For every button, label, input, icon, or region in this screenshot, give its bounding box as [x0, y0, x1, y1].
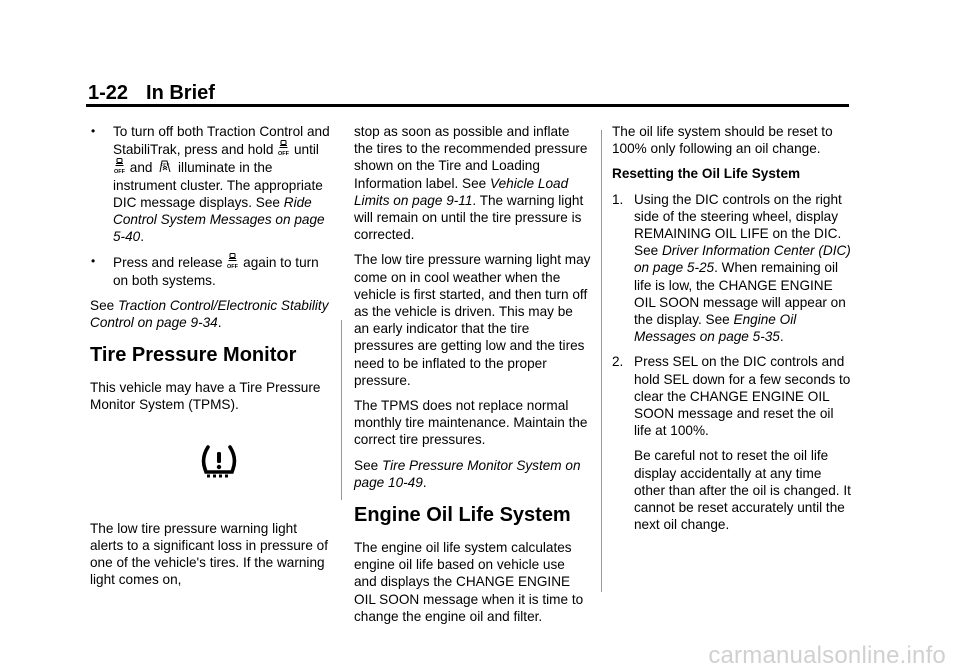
- maintenance-para: The TPMS does not replace normal monthly tire maintenance. Maintain the correct tire pressures.: [354, 398, 588, 448]
- svg-text:OFF: OFF: [278, 151, 290, 158]
- svg-text:OFF: OFF: [227, 264, 239, 271]
- tpm-warning-cont: stop as soon as possible and inflate the tires to the recommended pressure shown on the Tire and Loading Information label. See Vehicle Load Limits on page 9-11. The warning light will remain on until the tire pressure is corrected.: [354, 124, 588, 243]
- subheading-resetting-oil-life: Resetting the Oil Life System: [612, 166, 801, 182]
- svg-text:OFF: OFF: [114, 169, 125, 176]
- bullet-traction-off: • To turn off both Traction Control and StabiliTrak, press and hold OFF until OFF and OFF illuminate in the instrument cluster. The appropriate DIC message displays. See Ride Control System Messages on page 5-40.: [91, 124, 330, 245]
- see-traction-control: See Traction Control/Electronic Stability Control on page 9-34.: [90, 297, 329, 331]
- step-2: 2. Press SEL on the DIC controls and hold SEL down for a few seconds to clear the CHANGE ENGINE OIL SOON message and reset the oil life at 100%.: [612, 354, 851, 439]
- ref-traction-control[interactable]: Traction Control/Electronic Stability Control on page 9-34: [90, 297, 329, 331]
- see-tpms: See Tire Pressure Monitor System on page 10-49.: [354, 457, 581, 490]
- reset-intro-para: The oil life system should be reset to 100% only following an oil change.: [612, 124, 833, 157]
- oil-life-para: The engine oil life system calculates engine oil life based on vehicle use and displays the CHANGE ENGINE OIL SOON message when it is time to change the engine oil and filter.: [354, 540, 584, 624]
- heading-tire-pressure-monitor: Tire Pressure Monitor: [90, 344, 297, 367]
- column-2: [354, 123, 591, 633]
- column-1: [90, 123, 333, 596]
- step-2-caution: Be careful not to reset the oil life display accidentally at any time other than after the oil is changed. It cannot be reset accurately until the next oil change.: [634, 448, 851, 533]
- column-separator-2: [601, 130, 602, 592]
- column-separator-1: [341, 320, 342, 500]
- tire-pressure-warning-icon: [200, 444, 238, 480]
- column-3: [612, 123, 852, 541]
- ref-tpms[interactable]: Tire Pressure Monitor System on page 10-49: [354, 457, 581, 490]
- step-1: 1. Using the DIC controls on the right side of the steering wheel, display REMAINING OIL LIFE on the DIC. See Driver Information Center (DIC) on page 5-25. When remaining oil life is low, the CHANGE ENGINE OIL SOON message will appear on the display. See Engine Oil Messages on page 5-35.: [612, 191, 851, 345]
- header-rule: [86, 104, 849, 107]
- stabilitrak-icon: [157, 158, 173, 175]
- page-number: 1-22: [88, 82, 129, 104]
- tpm-warning-start: The low tire pressure warning light alerts to a significant loss in pressure of one of the vehicle's tires. If the warning light comes on,: [90, 520, 329, 588]
- ref-engine-oil-messages[interactable]: Engine Oil Messages on page 5-35: [634, 312, 797, 345]
- bullet-dot: •: [91, 124, 96, 138]
- bullet-dot: •: [91, 254, 96, 269]
- ref-vehicle-load-limits[interactable]: Vehicle Load Limits on page 9-11: [354, 175, 569, 208]
- traction-off-icon: [114, 158, 125, 175]
- tpm-intro: This vehicle may have a Tire Pressure Monitor System (TPMS).: [90, 380, 321, 413]
- ref-dic[interactable]: Driver Information Center (DIC) on page 5-25: [634, 243, 851, 276]
- section-title: In Brief: [146, 82, 215, 104]
- bullet-traction-on: • Press and release OFF again to turn on both systems.: [91, 254, 319, 288]
- page-header: [88, 81, 215, 105]
- heading-engine-oil-life: Engine Oil Life System: [354, 504, 571, 527]
- watermark: carmanualsonline.info: [708, 642, 946, 669]
- tire-pressure-icon-area: [90, 422, 333, 506]
- traction-off-icon: [227, 253, 238, 270]
- svg-text:OFF: OFF: [160, 162, 170, 168]
- cool-weather-para: The low tire pressure warning light may come on in cool weather when the vehicle is first started, and then turn off as the vehicle is driven. This may be an early indicator that the tire pressures are getting low and the tires need to be inflated to the proper pressure.: [354, 252, 591, 388]
- traction-off-icon: [278, 140, 289, 157]
- ref-ride-control[interactable]: Ride Control System Messages on page 5-40: [113, 194, 325, 245]
